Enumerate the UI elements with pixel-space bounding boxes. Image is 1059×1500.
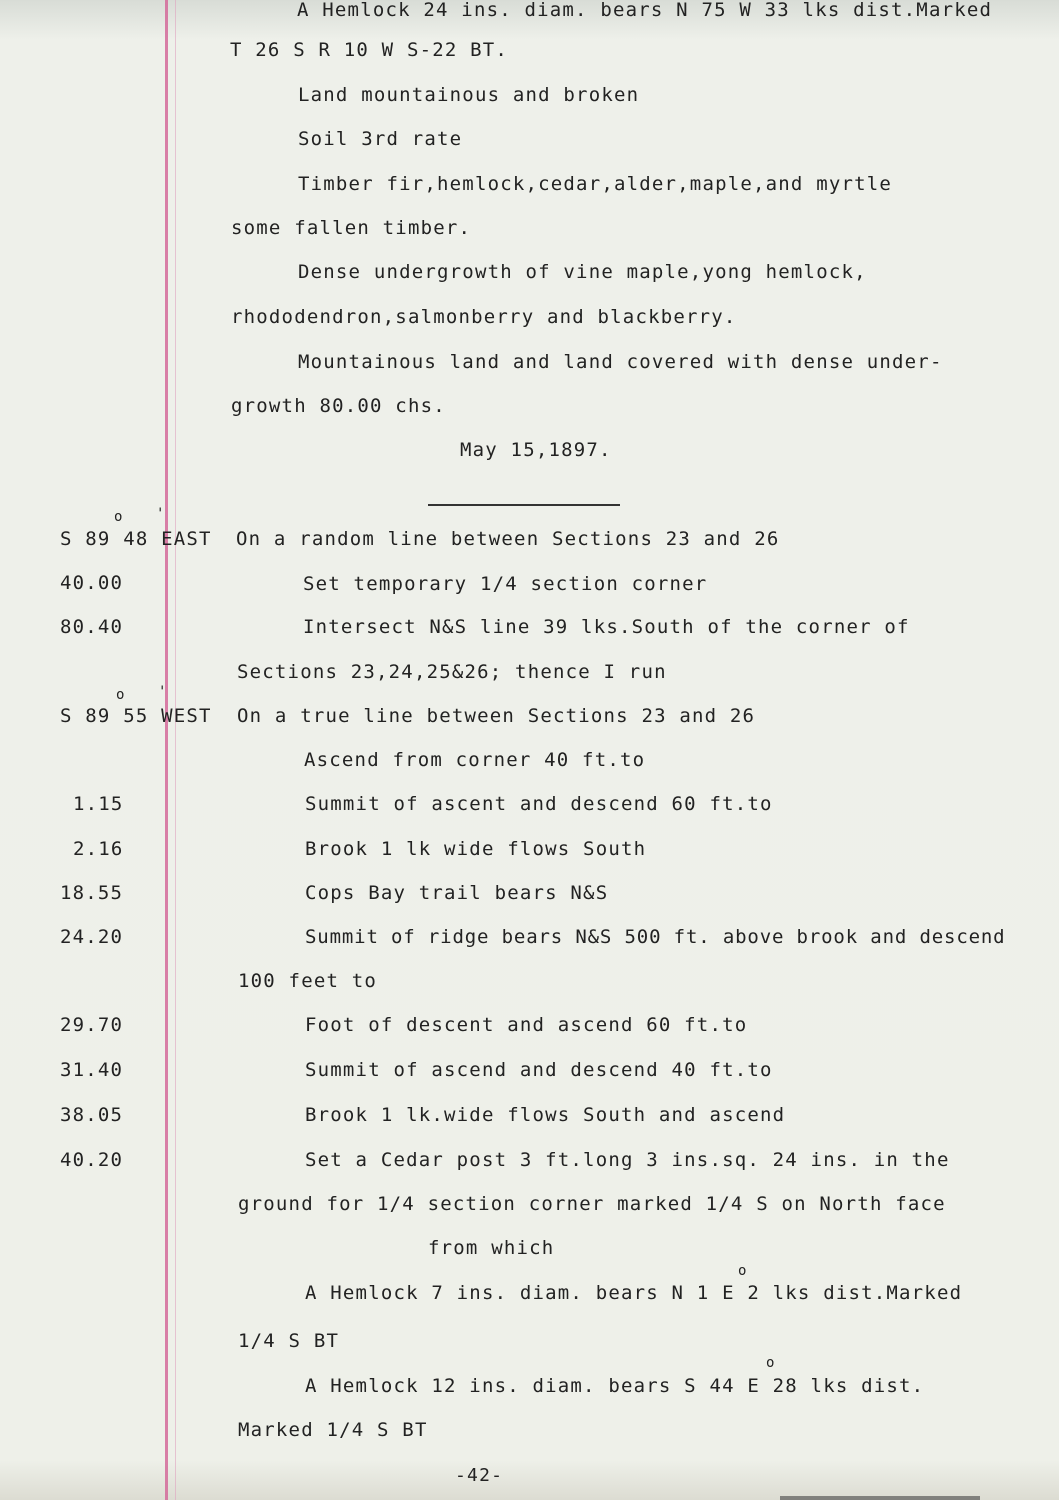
- text-line: from which: [428, 1237, 555, 1259]
- station: 40.00: [60, 572, 124, 594]
- degree-mark: o: [738, 1263, 747, 1279]
- margin-rule-secondary: [175, 0, 176, 1500]
- entry-text: Brook 1 lk.wide flows South and ascend: [305, 1104, 786, 1126]
- section-divider: [428, 504, 620, 506]
- text-line: A Hemlock 24 ins. diam. bears N 75 W 33 lks dist.Marked: [297, 0, 993, 21]
- margin-rule: [165, 0, 168, 1500]
- station: 80.40: [60, 616, 124, 638]
- text-line: Land mountainous and broken: [298, 84, 640, 106]
- text-line: A Hemlock 7 ins. diam. bears N 1 E 2 lks dist.Marked: [305, 1282, 963, 1304]
- text-line: 1/4 S BT: [238, 1330, 340, 1352]
- station: 31.40: [60, 1059, 124, 1081]
- station: 40.20: [60, 1149, 124, 1171]
- station: 38.05: [60, 1104, 124, 1126]
- course-description: On a true line between Sections 23 and 26: [237, 705, 756, 727]
- text-line: Dense undergrowth of vine maple,yong hemlock,: [298, 261, 867, 283]
- course-description: On a random line between Sections 23 and 26: [236, 528, 780, 550]
- entry-text: Set temporary 1/4 section corner: [303, 573, 708, 595]
- degree-mark: o: [116, 687, 125, 703]
- entry-text: Summit of ascent and descend 60 ft.to: [305, 793, 773, 815]
- entry-text: Cops Bay trail bears N&S: [305, 882, 609, 904]
- text-line: rhododendron,salmonberry and blackberry.: [231, 306, 737, 328]
- text-line: A Hemlock 12 ins. diam. bears S 44 E 28 lks dist.: [305, 1375, 925, 1397]
- degree-mark: o: [766, 1355, 775, 1371]
- entry-text: Intersect N&S line 39 lks.South of the corner of: [303, 616, 910, 638]
- entry-text: Summit of ascend and descend 40 ft.to: [305, 1059, 773, 1081]
- entry-text: Summit of ridge bears N&S 500 ft. above brook and descend: [305, 926, 1006, 948]
- entry-text: Brook 1 lk wide flows South: [305, 838, 647, 860]
- station: 1.15: [73, 793, 124, 815]
- text-line: T 26 S R 10 W S-22 BT.: [230, 39, 509, 61]
- text-line: growth 80.00 chs.: [231, 395, 446, 417]
- bearing: S 89 48 EAST: [60, 528, 212, 550]
- text-line: some fallen timber.: [231, 217, 472, 239]
- text-line: Mountainous land and land covered with dense under-: [298, 351, 943, 373]
- text-line: Ascend from corner 40 ft.to: [304, 749, 646, 771]
- date-line: May 15,1897.: [460, 439, 612, 461]
- degree-mark: o: [114, 509, 123, 525]
- entry-text: Foot of descent and ascend 60 ft.to: [305, 1014, 748, 1036]
- text-line: 100 feet to: [238, 970, 378, 992]
- minute-mark: ': [158, 684, 167, 700]
- minute-mark: ': [156, 506, 165, 522]
- station: 24.20: [60, 926, 124, 948]
- text-line: Marked 1/4 S BT: [238, 1419, 428, 1441]
- station: 2.16: [73, 838, 124, 860]
- entry-text: Set a Cedar post 3 ft.long 3 ins.sq. 24 ins. in the: [305, 1149, 950, 1171]
- text-line: Timber fir,hemlock,cedar,alder,maple,and myrtle: [298, 173, 893, 195]
- page-number: -42-: [455, 1465, 504, 1486]
- station: 18.55: [60, 882, 124, 904]
- text-line: Soil 3rd rate: [298, 128, 463, 150]
- text-line: Sections 23,24,25&26; thence I run: [237, 661, 667, 683]
- scan-edge-mark: [780, 1496, 980, 1500]
- text-line: ground for 1/4 section corner marked 1/4 S on North face: [238, 1193, 946, 1215]
- station: 29.70: [60, 1014, 124, 1036]
- bearing: S 89 55 WEST: [60, 705, 212, 727]
